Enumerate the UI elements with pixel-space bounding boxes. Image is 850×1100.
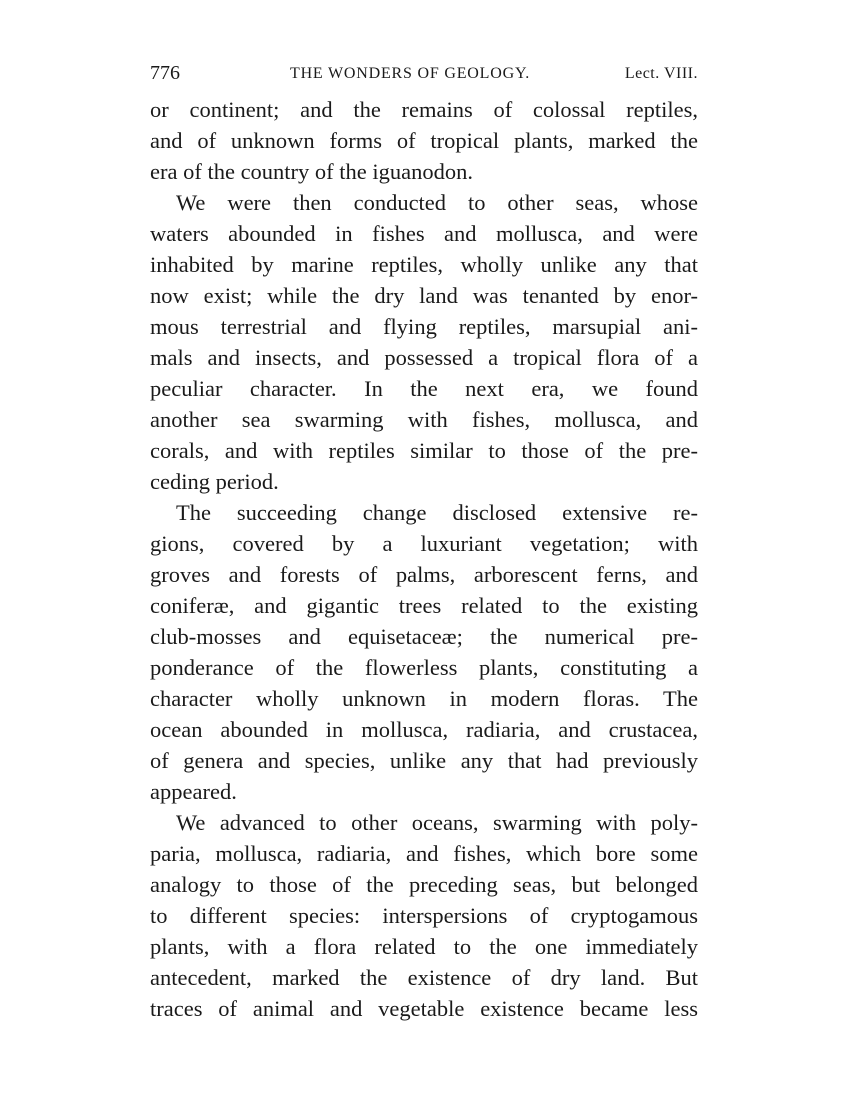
running-title: THE WONDERS OF GEOLOGY. [290, 65, 531, 82]
paragraph-2 [150, 187, 698, 497]
paragraph-3 [150, 497, 698, 807]
text-line: groves and forests of palms, arborescent ferns, and [150, 562, 698, 587]
page-number: 776 [150, 62, 180, 84]
text-line: We were then conducted to other seas, whose [176, 190, 698, 215]
text-line: to different species: interspersions of cryptogamous [150, 903, 698, 928]
text-line: club-mosses and equisetaceæ; the numerical pre- [150, 624, 698, 649]
text-line: traces of animal and vegetable existence became less [150, 996, 698, 1021]
text-line: The succeeding change disclosed extensive re- [176, 500, 698, 525]
text-line: waters abounded in fishes and mollusca, and were [150, 221, 698, 246]
lecture-label: Lect. VIII. [624, 65, 698, 82]
text-line: era of the country of the iguanodon. [150, 159, 474, 184]
text-line: ponderance of the flowerless plants, constituting a [150, 655, 698, 680]
text-line: inhabited by marine reptiles, wholly unlike any that [150, 252, 698, 277]
running-header [150, 56, 698, 86]
text-line: appeared. [150, 779, 237, 804]
text-line: and of unknown forms of tropical plants, marked the [150, 128, 698, 153]
text-line: ceding period. [150, 469, 279, 494]
text-line: analogy to those of the preceding seas, but belonged [150, 872, 698, 897]
text-line: mous terrestrial and flying reptiles, marsupial ani- [150, 314, 698, 339]
text-line: paria, mollusca, radiaria, and fishes, which bore some [150, 841, 698, 866]
text-line: peculiar character. In the next era, we found [150, 376, 698, 401]
text-line: mals and insects, and possessed a tropical flora of a [150, 345, 698, 370]
text-line: corals, and with reptiles similar to those of the pre- [150, 438, 698, 463]
text-line: coniferæ, and gigantic trees related to the existing [150, 593, 698, 618]
text-line: or continent; and the remains of colossal reptiles, [150, 97, 698, 122]
text-line: now exist; while the dry land was tenanted by enor- [150, 283, 698, 308]
text-line: antecedent, marked the existence of dry land. But [150, 965, 698, 990]
text-line: ocean abounded in mollusca, radiaria, and crustacea, [150, 717, 698, 742]
text-line: another sea swarming with fishes, mollusca, and [150, 407, 698, 432]
text-line: We advanced to other oceans, swarming with poly- [176, 810, 698, 835]
text-line: plants, with a flora related to the one immediately [150, 934, 698, 959]
book-page [150, 56, 698, 1024]
body-text [150, 94, 698, 1024]
text-line: gions, covered by a luxuriant vegetation; with [150, 531, 698, 556]
paragraph-1 [150, 94, 698, 187]
paragraph-4 [150, 807, 698, 1024]
text-line: character wholly unknown in modern floras. The [150, 686, 698, 711]
text-line: of genera and species, unlike any that had previously [150, 748, 698, 773]
